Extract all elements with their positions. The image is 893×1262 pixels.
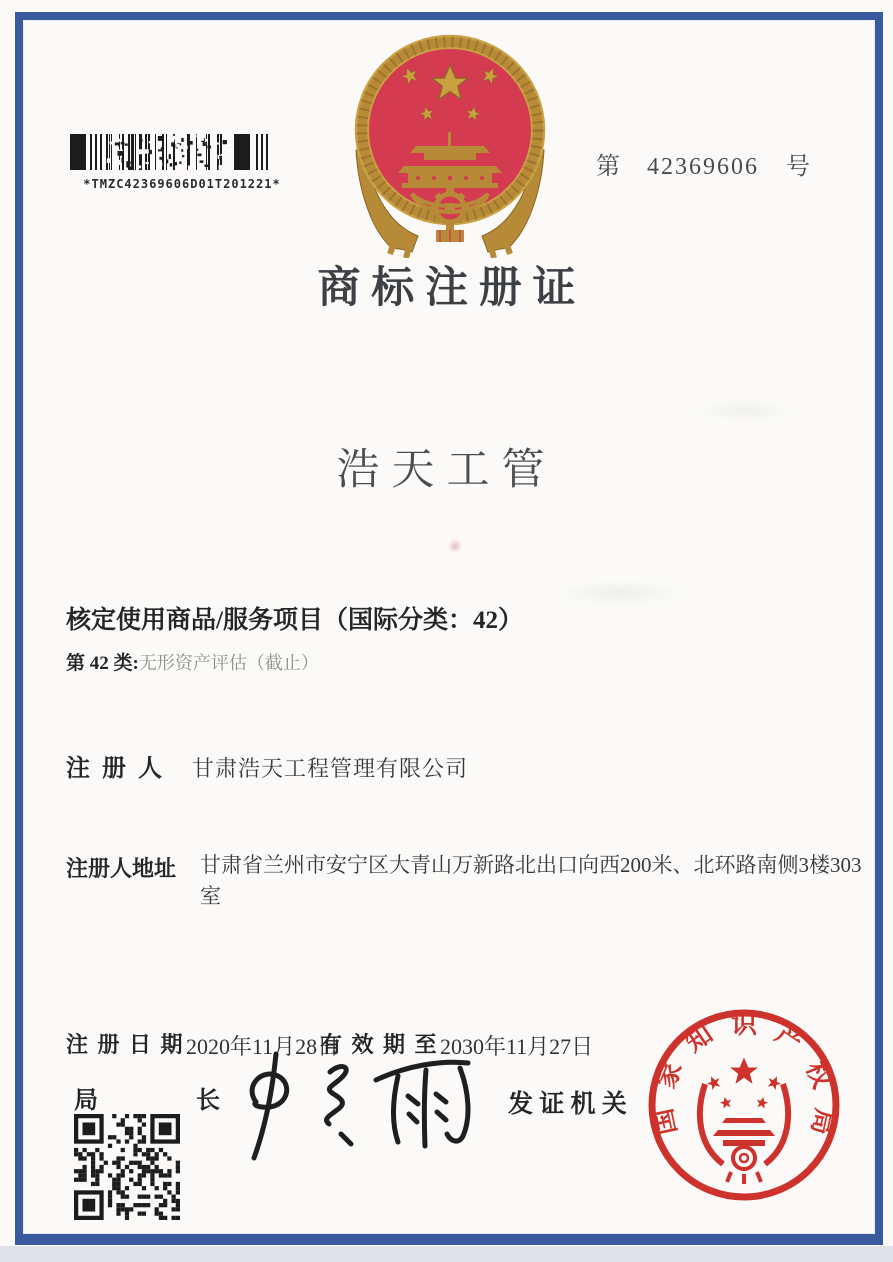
class-line — [66, 648, 319, 675]
barcode-text: *TMZC42369606D01T201221* — [83, 177, 281, 191]
registration-date-label: 注 册 日 期 — [66, 1032, 185, 1057]
registrant-label: 注 册 人 — [66, 756, 165, 782]
certificate-number-prefix: 第 — [596, 154, 620, 180]
valid-until-value: 2030年11月27日 — [440, 1034, 594, 1059]
class-label: 第 42 类: — [66, 653, 139, 674]
valid-until-label: 有 效 期 至 — [320, 1032, 439, 1057]
svg-text:国: 国 — [648, 1105, 683, 1138]
certificate-number — [596, 146, 810, 181]
director-signature-shenchangyu — [226, 1046, 478, 1164]
registrant-value: 甘肃浩天工程管理有限公司 — [192, 756, 469, 781]
svg-text:识: 识 — [730, 1010, 758, 1039]
national-emblem — [352, 34, 548, 258]
svg-text:权: 权 — [800, 1057, 837, 1093]
svg-text:产: 产 — [770, 1018, 808, 1058]
barcode-image — [70, 134, 294, 170]
registration-date-value: 2020年11月28日 — [186, 1034, 340, 1059]
registrant-address-value: 甘肃省兰州市安宁区大青山万新路北出口向西200米、北环路南侧3楼303室 — [200, 853, 862, 908]
trademark-name: 浩天工管 — [336, 447, 557, 494]
qr-code — [74, 1114, 180, 1220]
scan-edge — [0, 1246, 893, 1262]
director-label-part2: 长 — [196, 1088, 220, 1114]
goods-heading: 核定使用商品/服务项目（国际分类：42） — [66, 607, 523, 634]
director-label-part1: 局 — [74, 1088, 98, 1114]
svg-text:知: 知 — [680, 1018, 718, 1058]
official-seal — [645, 1006, 843, 1204]
class-value: 无形资产评估（截止） — [138, 653, 319, 673]
certificate-title: 商 标 注 册 证 — [317, 265, 576, 312]
svg-text:局: 局 — [805, 1105, 840, 1138]
certificate-number-value: 42369606 — [647, 154, 759, 180]
certificate-number-suffix: 号 — [786, 154, 810, 180]
svg-text:家: 家 — [651, 1057, 688, 1093]
barcode-block — [70, 134, 294, 191]
registrant-address-label: 注册人地址 — [66, 856, 177, 881]
issuing-authority-label: 发 证 机 关 — [508, 1091, 627, 1118]
